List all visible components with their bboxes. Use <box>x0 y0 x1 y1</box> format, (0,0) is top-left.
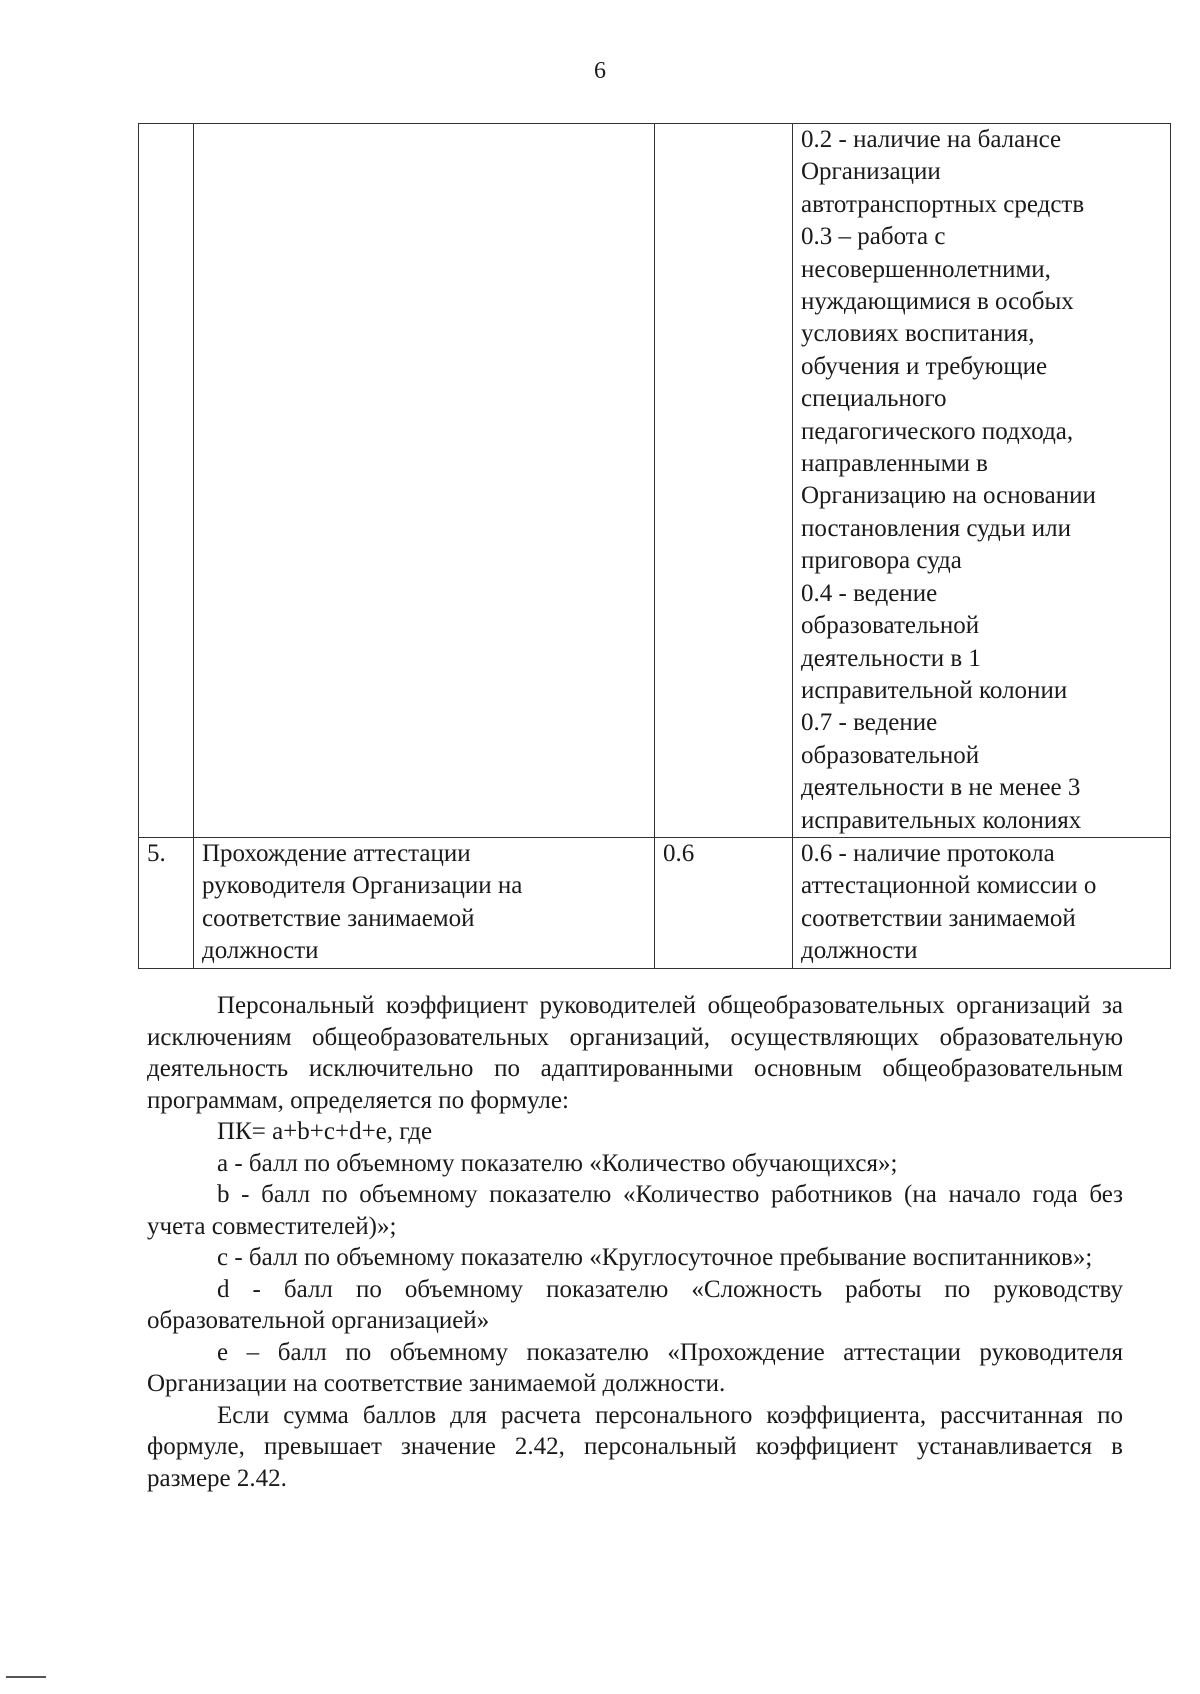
description-line: 0.7 - ведение <box>801 709 938 737</box>
definition-b: b - балл по объемному показателю «Количество работников (на начало года без учета совместителей)»; <box>147 1181 1123 1240</box>
description-cell <box>793 837 1171 968</box>
criterion-line: должности <box>202 937 319 965</box>
description-line: приговора суда <box>801 547 962 575</box>
description-line: педагогического подхода, <box>801 417 1074 445</box>
row-number-cell <box>139 124 194 838</box>
table-row <box>139 124 1171 838</box>
description-line: 0.2 - наличие на балансе <box>801 126 1062 153</box>
description-line: Организации <box>801 158 941 186</box>
criterion-cell <box>194 837 655 968</box>
description-line: образовательной <box>801 741 980 769</box>
description-line: специального <box>801 385 947 413</box>
description-line: автотранспортных средств <box>801 190 1085 218</box>
definition-c: с - балл по объемному показателю «Круглосуточное пребывание воспитанников»; <box>217 1244 1093 1271</box>
row-number-cell: 5. <box>139 837 194 968</box>
description-line: нуждающимися в особых <box>801 288 1074 316</box>
description-line: обучения и требующие <box>801 352 1048 380</box>
criterion-line: Прохождение аттестации <box>202 839 471 867</box>
description-line: исправительных колониях <box>801 806 1082 834</box>
description-line: условиях воспитания, <box>801 320 1035 348</box>
description-line: деятельности в 1 <box>801 644 981 672</box>
description-line: Организацию на основании <box>801 482 1096 510</box>
description-line: исправительной колонии <box>801 676 1068 704</box>
description-line: 0.4 - ведение <box>801 579 938 607</box>
value-cell <box>655 124 793 838</box>
definition-a: а - балл по объемному показателю «Количество обучающихся»; <box>217 1149 898 1177</box>
description-line: постановления судьи или <box>801 514 1072 542</box>
description-line: аттестационной комиссии о <box>801 872 1097 900</box>
description-line: деятельности в не менее 3 <box>801 774 1081 802</box>
value-cell: 0.6 <box>655 837 793 968</box>
description-line: соответствии занимаемой <box>801 904 1076 932</box>
scan-mark <box>6 1676 46 1678</box>
description-line: 0.6 - наличие протокола <box>801 839 1055 867</box>
description-line: направленными в <box>801 450 988 478</box>
body-text <box>147 990 1123 1494</box>
criterion-cell <box>194 124 655 838</box>
description-line: образовательной <box>801 612 980 640</box>
description-cell <box>793 124 1171 838</box>
definition-d: d - балл по объемному показателю «Сложность работы по руководству образовательной организацией» <box>147 1275 1123 1334</box>
description-line: несовершеннолетними, <box>801 255 1051 283</box>
formula: ПК= a+b+c+d+e, где <box>217 1118 433 1145</box>
description-line: должности <box>801 937 918 965</box>
criterion-line: руководителя Организации на <box>202 872 523 900</box>
description-line: 0.3 – работа с <box>801 223 946 251</box>
definition-e: e – балл по объемному показателю «Прохождение аттестации руководителя Организации на соответствие занимаемой должности. <box>147 1338 1123 1397</box>
criterion-line: соответствие занимаемой <box>202 904 475 932</box>
criteria-table <box>138 123 1171 969</box>
page-number: 6 <box>594 58 606 84</box>
paragraph-intro: Персональный коэффициент руководителей общеобразовательных организаций за исключениям общеобразовательных организаций, осуществляющих образовательную деятельность исключительно по адаптированными основным общеобразовательным программам, определяется по формуле: <box>147 992 1123 1114</box>
table-row <box>139 837 1171 968</box>
paragraph-limit: Если сумма баллов для расчета персонального коэффициента, рассчитанная по формуле, превышает значение 2.42, персональный коэффициент устанавливается в размере 2.42. <box>147 1401 1123 1492</box>
